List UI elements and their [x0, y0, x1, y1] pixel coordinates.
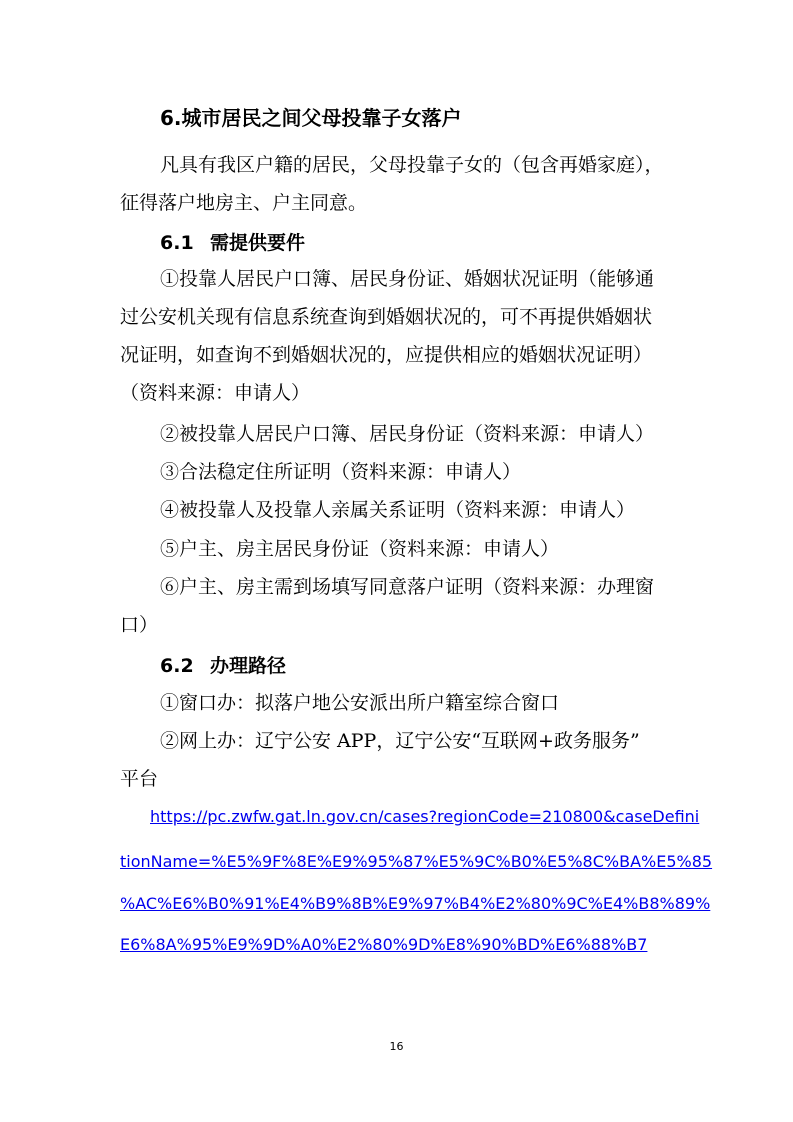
requirement-item-5: ⑤户主、房主居民身份证（资料来源：申请人）	[160, 538, 560, 560]
requirements-number: 6.1	[160, 232, 194, 254]
path-title: 办理路径	[210, 655, 287, 677]
requirements-heading	[160, 229, 305, 257]
intro-text-line-1: 凡具有我区户籍的居民，父母投靠子女的（包含再婚家庭），	[160, 154, 664, 176]
requirement-item-3: ③合法稳定住所证明（资料来源：申请人）	[160, 461, 522, 483]
service-url-link-line-4[interactable]: E6%8A%95%E9%9D%A0%E2%80%9D%E8%90%BD%E6%88%B7	[120, 935, 648, 954]
requirement-item-6-line-2: 口）	[120, 614, 159, 636]
page-number: 16	[389, 1040, 404, 1053]
service-url-link-line-1[interactable]: https://pc.zwfw.gat.ln.gov.cn/cases?regionCode=210800&caseDefini	[150, 807, 700, 826]
requirements-title: 需提供要件	[210, 232, 306, 254]
requirement-item-1-line-4: （资料来源：申请人）	[120, 382, 311, 404]
requirement-item-4: ④被投靠人及投靠人亲属关系证明（资料来源：申请人）	[160, 499, 636, 521]
requirement-item-2: ②被投靠人居民户口簿、居民身份证（资料来源：申请人）	[160, 423, 655, 445]
intro-text-line-2: 征得落户地房主、户主同意。	[120, 192, 368, 214]
requirement-item-6-line-1: ⑥户主、房主需到场填写同意落户证明（资料来源：办理窗	[160, 576, 655, 598]
requirement-item-1-line-1: ①投靠人居民户口簿、居民身份证、婚姻状况证明（能够通	[160, 268, 655, 290]
path-heading	[160, 652, 286, 680]
path-item-window: ①窗口办：拟落户地公安派出所户籍室综合窗口	[160, 692, 560, 714]
path-item-online-line-1: ②网上办：辽宁公安 APP，辽宁公安“互联网+政务服务”	[160, 730, 640, 752]
section-heading: 6.城市居民之间父母投靠子女落户	[160, 106, 462, 130]
service-url-link-line-2[interactable]: tionName=%E5%9F%8E%E9%95%87%E5%9C%B0%E5%8C%BA%E5%85	[120, 852, 713, 871]
path-number: 6.2	[160, 655, 194, 677]
requirement-item-1-line-3: 况证明，如查询不到婚姻状况的，应提供相应的婚姻状况证明）	[120, 344, 653, 366]
path-item-online-line-2: 平台	[120, 768, 159, 790]
requirement-item-1-line-2: 过公安机关现有信息系统查询到婚姻状况的，可不再提供婚姻状	[120, 306, 653, 328]
service-url-link-line-3[interactable]: %AC%E6%B0%91%E4%B9%8B%E9%97%B4%E2%80%9C%E4%B8%89%	[120, 894, 711, 913]
